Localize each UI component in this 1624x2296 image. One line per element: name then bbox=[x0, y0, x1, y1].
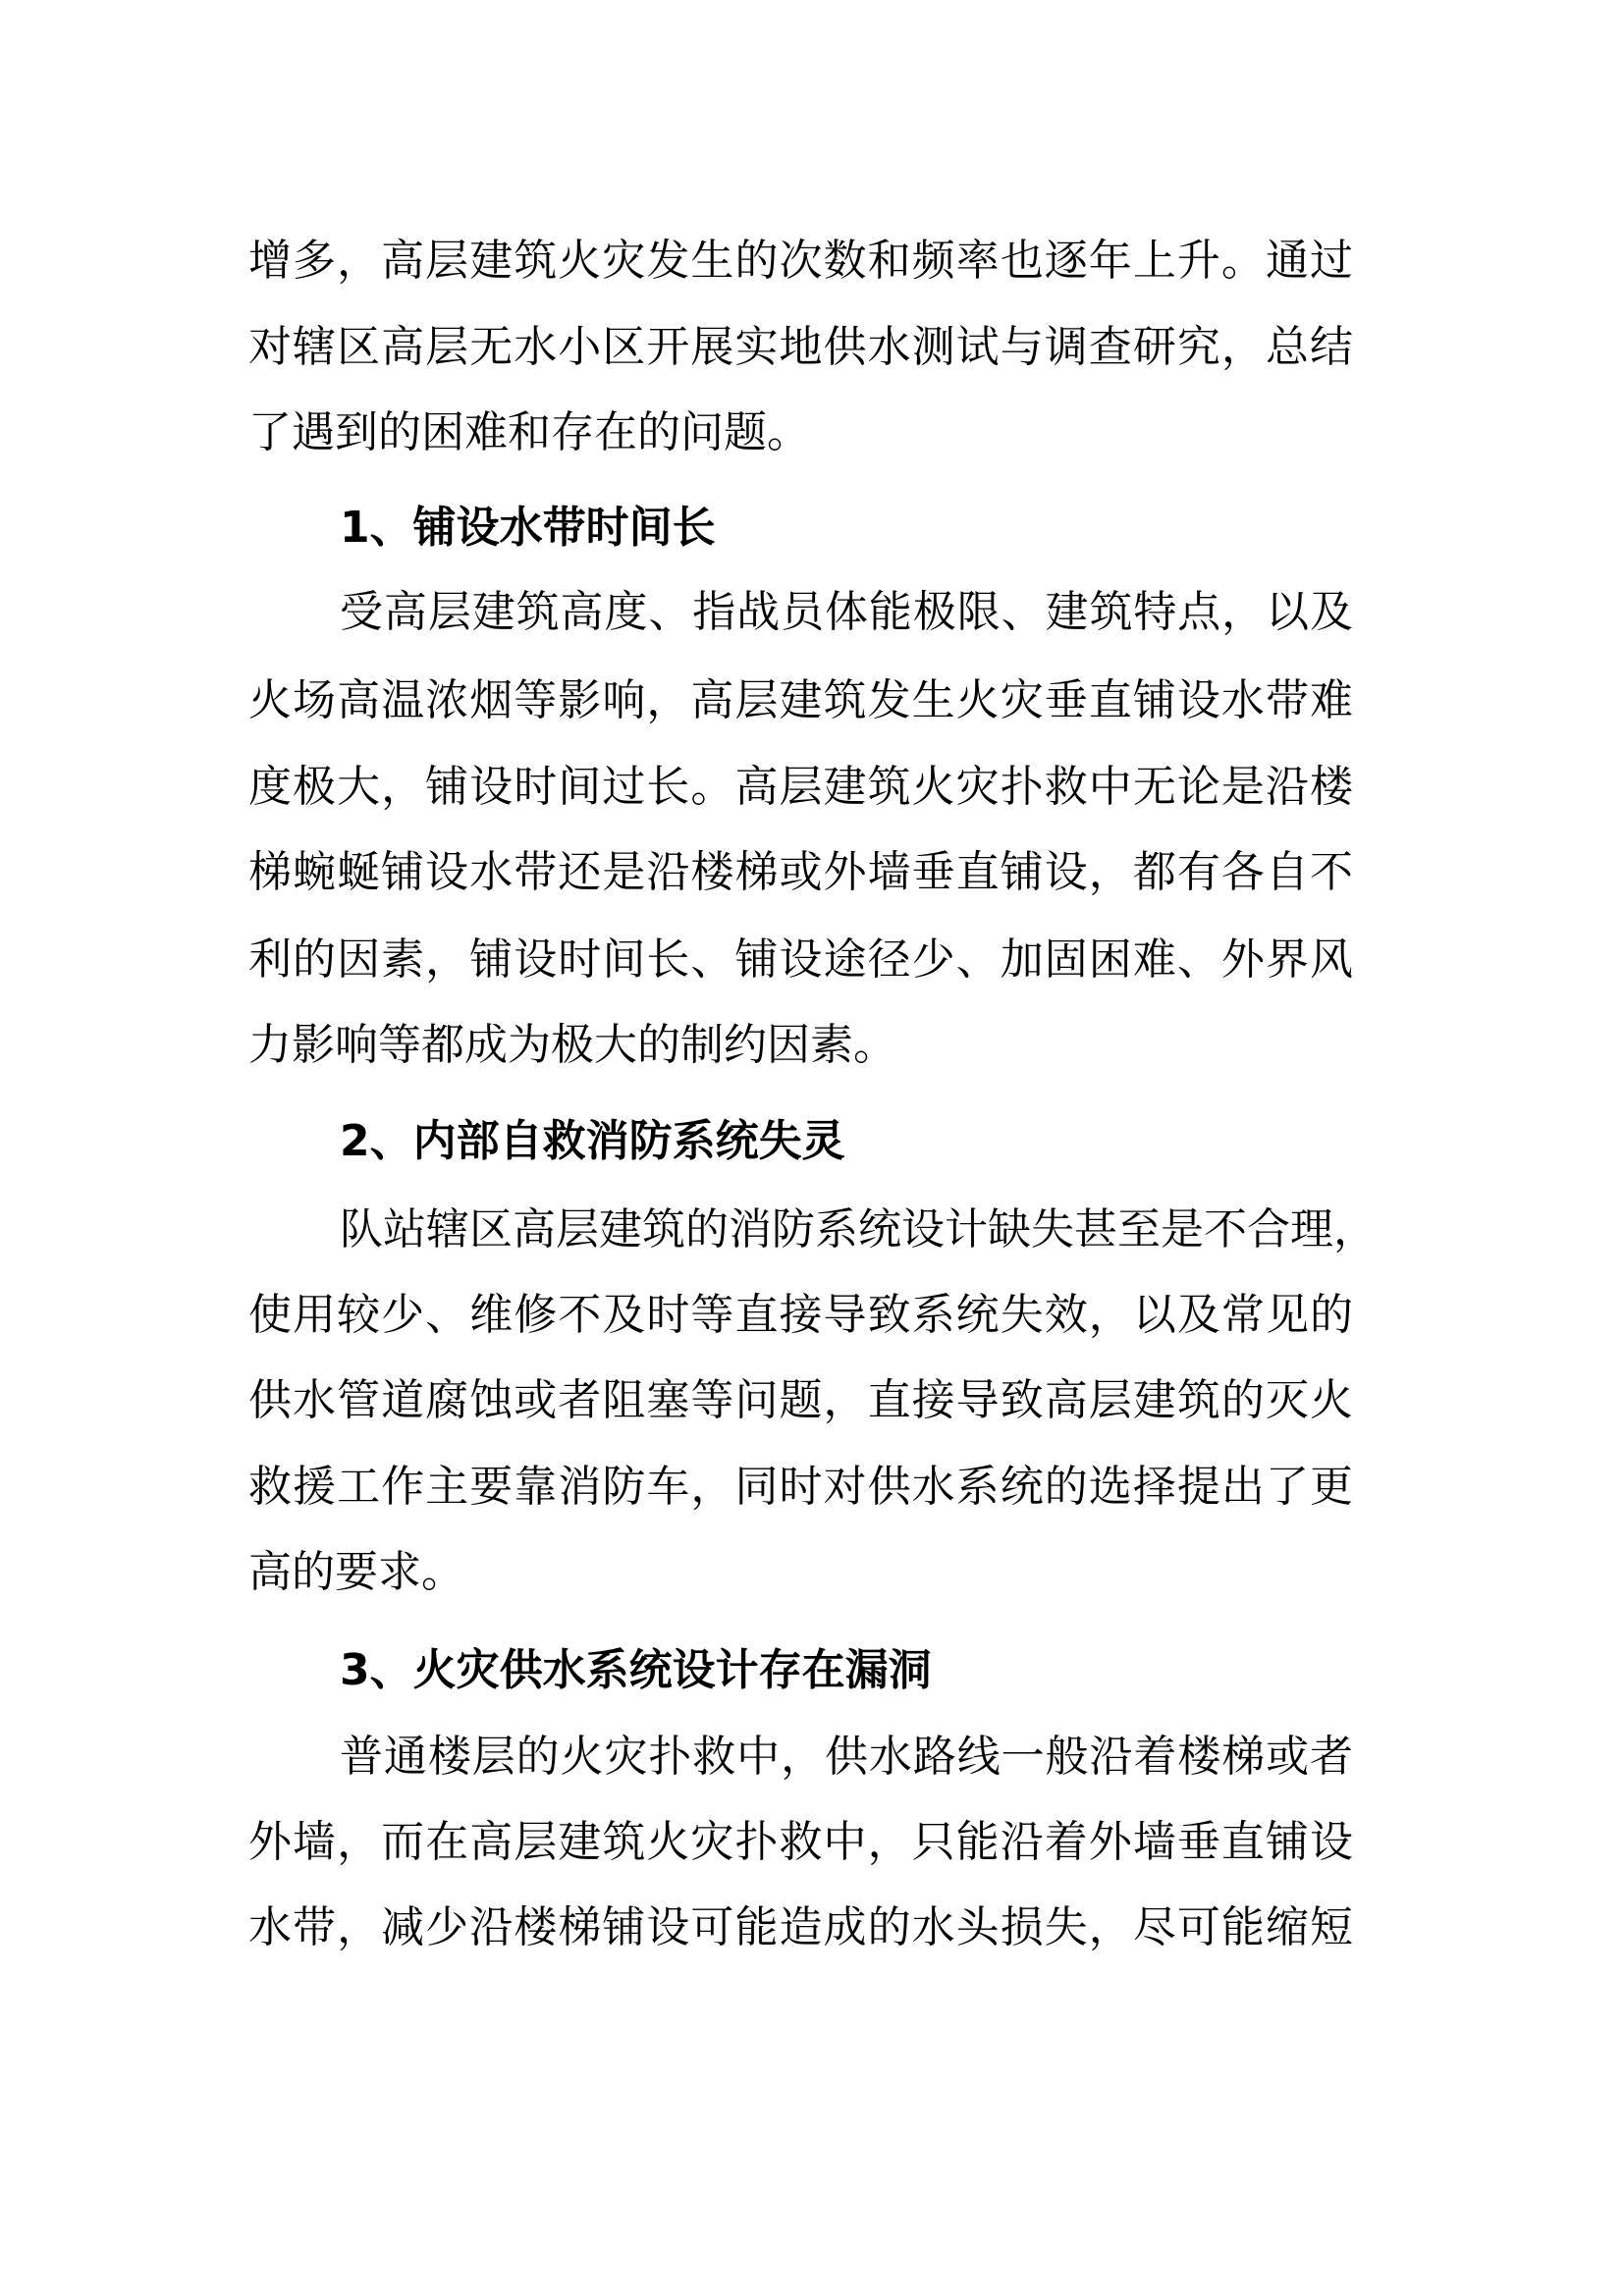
paragraph-line: 水带，减少沿楼梯铺设可能造成的水头损失，尽可能缩短 bbox=[248, 1902, 1353, 1952]
paragraph-line: 受高层建筑高度、指战员体能极限、建筑特点，以及 bbox=[340, 587, 1353, 637]
section-heading-2: 2、内部自救消防系统失灵 bbox=[340, 1116, 845, 1166]
paragraph-line: 外墙，而在高层建筑火灾扑救中，只能沿着外墙垂直铺设 bbox=[248, 1817, 1353, 1867]
paragraph-line: 力影响等都成为极大的制约因素。 bbox=[248, 1020, 896, 1070]
paragraph-line: 对辖区高层无水小区开展实地供水测试与调查研究，总结 bbox=[248, 322, 1353, 372]
section-heading-1: 1、铺设水带时间长 bbox=[340, 503, 716, 553]
paragraph-line: 救援工作主要靠消防车，同时对供水系统的选择提出了更 bbox=[248, 1462, 1353, 1512]
paragraph-line: 度极大，铺设时间过长。高层建筑火灾扑救中无论是沿楼 bbox=[248, 762, 1353, 812]
paragraph-line: 火场高温浓烟等影响，高层建筑发生火灾垂直铺设水带难 bbox=[248, 675, 1353, 725]
section-heading-3: 3、火灾供水系统设计存在漏洞 bbox=[340, 1645, 932, 1695]
paragraph-line: 普通楼层的火灾扑救中，供水路线一般沿着楼梯或者 bbox=[340, 1732, 1353, 1782]
paragraph-line: 使用较少、维修不及时等直接导致系统失效，以及常见的 bbox=[248, 1290, 1353, 1340]
paragraph-line: 梯蜿蜒铺设水带还是沿楼梯或外墙垂直铺设，都有各自不 bbox=[248, 847, 1353, 897]
paragraph-line: 供水管道腐蚀或者阻塞等问题，直接导致高层建筑的灭火 bbox=[248, 1375, 1353, 1425]
paragraph-line: 利的因素，铺设时间长、铺设途径少、加固困难、外界风 bbox=[248, 934, 1353, 985]
paragraph-line: 高的要求。 bbox=[248, 1547, 464, 1597]
paragraph-line: 增多，高层建筑火灾发生的次数和频率也逐年上升。通过 bbox=[248, 236, 1353, 286]
paragraph-line: 了遇到的困难和存在的问题。 bbox=[248, 407, 810, 457]
paragraph-line: 队站辖区高层建筑的消防系统设计缺失甚至是不合理， bbox=[340, 1204, 1377, 1255]
